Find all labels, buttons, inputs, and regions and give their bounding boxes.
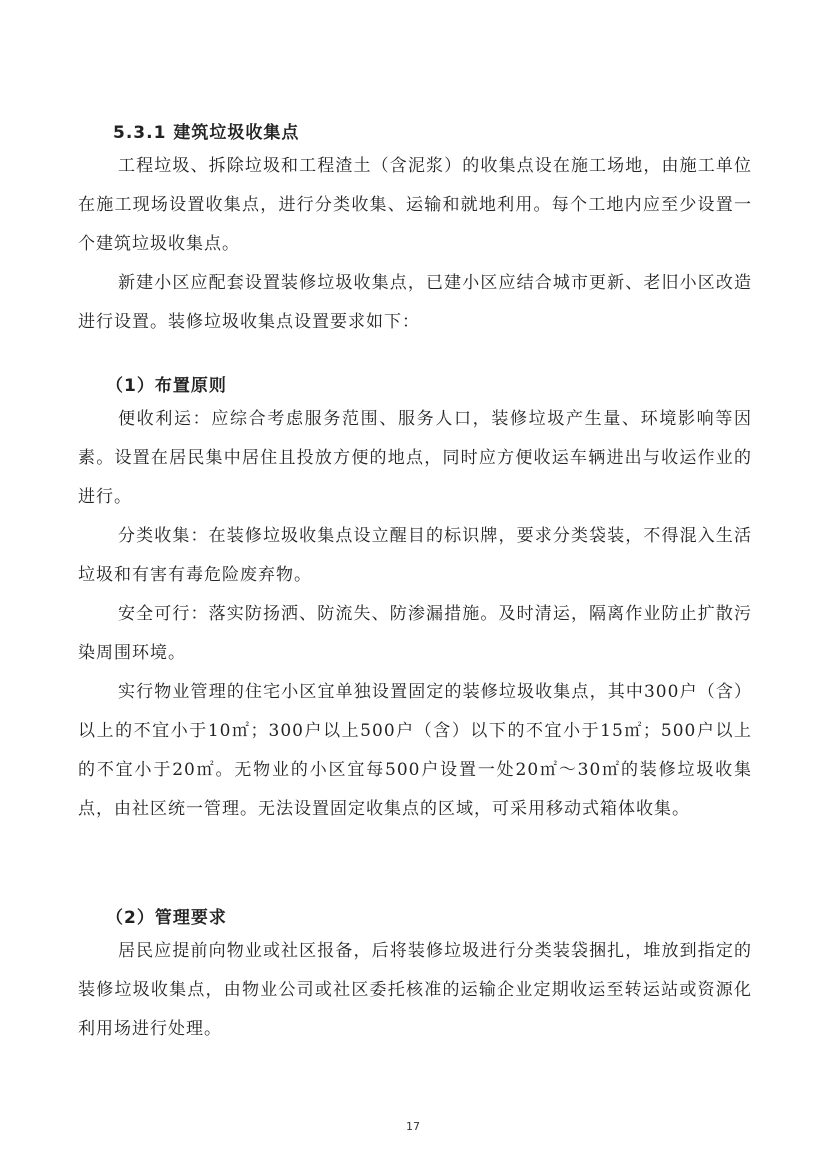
page-number: 17 [406, 1120, 420, 1133]
paragraph-2: 新建小区应配套设置装修垃圾收集点，已建小区应结合城市更新、老旧小区改造进行设置。装修垃圾收集点设置要求如下： [78, 273, 752, 332]
subheading-management-requirements: （2）管理要求 [106, 908, 227, 928]
paragraph-1: 工程垃圾、拆除垃圾和工程渣土（含泥浆）的收集点设在施工场地，由施工单位在施工现场设置收集点，进行分类收集、运输和就地利用。每个工地内应至少设置一个建筑垃圾收集点。 [78, 156, 752, 254]
paragraph-3: 便收利运：应综合考虑服务范围、服务人口，装修垃圾产生量、环境影响等因素。设置在居民集中居住且投放方便的地点，同时应方便收运车辆进出与收运作业的进行。 [78, 409, 752, 507]
subheading-layout-principles: （1）布置原则 [106, 376, 227, 396]
paragraph-6: 实行物业管理的住宅小区宜单独设置固定的装修垃圾收集点，其中300户（含）以上的不宜小于10㎡；300户以上500户（含）以下的不宜小于15㎡；500户以上的不宜小于20㎡。无物业的小区宜每500户设置一处20㎡～30㎡的装修垃圾收集点，由社区统一管理。无法设置固定收集点的区域，可采用移动式箱体收集。 [78, 682, 752, 819]
section-heading: 5.3.1 建筑垃圾收集点 [113, 123, 300, 143]
paragraph-7: 居民应提前向物业或社区报备，后将装修垃圾进行分类装袋捆扎，堆放到指定的装修垃圾收集点，由物业公司或社区委托核准的运输企业定期收运至转运站或资源化利用场进行处理。 [78, 941, 752, 1039]
paragraph-4: 分类收集：在装修垃圾收集点设立醒目的标识牌，要求分类袋装，不得混入生活垃圾和有害有毒危险废弃物。 [78, 526, 752, 585]
paragraph-5: 安全可行：落实防扬洒、防流失、防渗漏措施。及时清运，隔离作业防止扩散污染周围环境。 [78, 604, 752, 663]
